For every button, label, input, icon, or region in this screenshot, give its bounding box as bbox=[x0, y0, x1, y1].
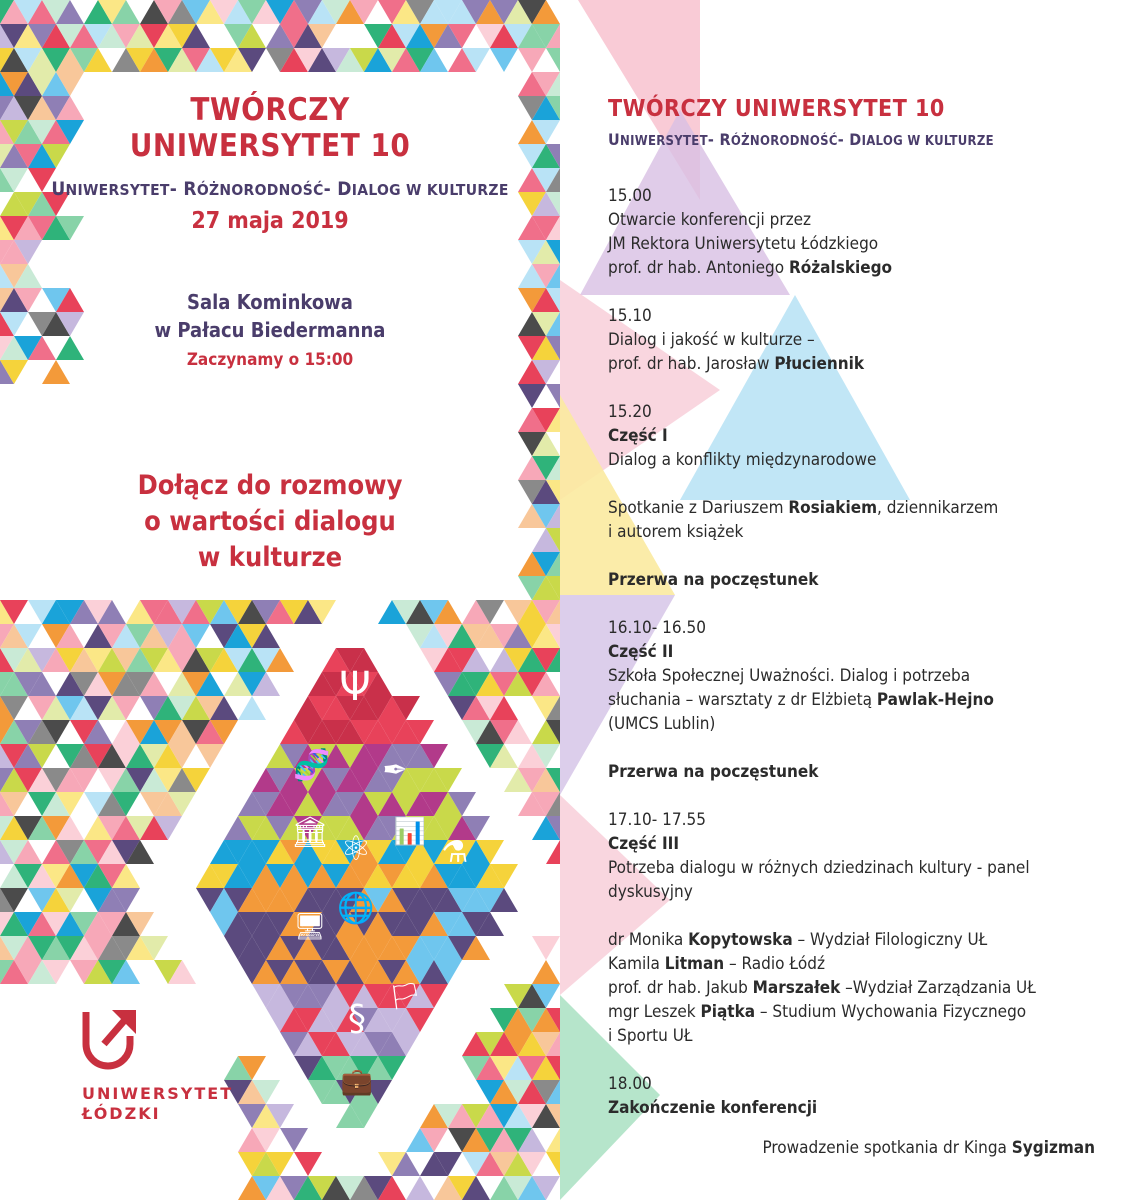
agenda-item bbox=[608, 616, 1108, 736]
mosaic-triangle bbox=[546, 1128, 560, 1152]
audience-chart-icon: 📊 bbox=[393, 817, 427, 847]
text: 17.10- 17.55 bbox=[608, 810, 706, 830]
join-invitation bbox=[60, 468, 480, 576]
agenda-line bbox=[608, 352, 1108, 376]
text: Potrzeba dialogu w różnych dziedzinach kultury - panel bbox=[608, 858, 1030, 878]
agenda-line bbox=[608, 232, 1108, 256]
text: 15.20 bbox=[608, 402, 652, 422]
subtitle-part: ÓŻNORODNOŚĆ bbox=[196, 181, 324, 199]
bold-text: Piątka bbox=[700, 1002, 756, 1022]
agenda-line bbox=[608, 688, 1108, 712]
agenda-line bbox=[608, 640, 1108, 664]
text: 18.00 bbox=[608, 1074, 652, 1094]
mosaic-triangle bbox=[532, 960, 560, 984]
agenda-line bbox=[608, 1096, 1108, 1120]
agenda bbox=[608, 184, 1108, 1144]
text: dr Monika bbox=[608, 930, 689, 950]
text: Spotkanie z Dariuszem bbox=[608, 498, 789, 518]
text: (UMCS Lublin) bbox=[608, 714, 716, 734]
agenda-line bbox=[608, 424, 1108, 448]
agenda-line bbox=[608, 1072, 1108, 1096]
mosaic-triangle bbox=[546, 384, 560, 408]
text: Dialog i jakość w kulturze – bbox=[608, 330, 815, 350]
host-credit bbox=[762, 1138, 1095, 1158]
text: Dialog a konflikty międzynarodowe bbox=[608, 450, 877, 470]
mosaic-triangle bbox=[518, 384, 546, 408]
mosaic-triangle bbox=[490, 48, 518, 72]
text: – Studium Wychowania Fizycznego bbox=[755, 1002, 1027, 1022]
right-subtitle bbox=[608, 130, 994, 149]
subtitle-part: U bbox=[51, 178, 66, 200]
text: – Radio Łódź bbox=[724, 954, 826, 974]
text: –Wydział Zarządzania UŁ bbox=[840, 978, 1036, 998]
mosaic-triangle bbox=[294, 1152, 322, 1176]
mosaic-triangle bbox=[518, 48, 546, 72]
event-date: 27 maja 2019 bbox=[191, 208, 349, 234]
bold-text: Zakończenie konferencji bbox=[608, 1098, 818, 1118]
computer-icon: 🖥 bbox=[293, 912, 327, 942]
text: , dziennikarzem bbox=[877, 498, 999, 518]
flags-icon: 🏳 bbox=[388, 982, 422, 1012]
agenda-line bbox=[608, 1024, 1108, 1048]
bold-text: Przerwa na poczęstunek bbox=[608, 570, 819, 590]
text: JM Rektora Uniwersytetu Łódzkiego bbox=[608, 234, 879, 254]
briefcase-icon: 💼 bbox=[340, 1067, 374, 1097]
agenda-line bbox=[608, 856, 1108, 880]
subtitle-part: U bbox=[608, 130, 620, 149]
text: Otwarcie konferencji przez bbox=[608, 210, 812, 230]
text: prof. dr hab. Jarosław bbox=[608, 354, 775, 374]
text: 16.10- 16.50 bbox=[608, 618, 706, 638]
right-title: TWÓRCZY UNIWERSYTET 10 bbox=[608, 96, 945, 122]
subtitle-part: NIWERSYTET bbox=[65, 181, 170, 199]
text: Kamila bbox=[608, 954, 665, 974]
ul-logo-icon bbox=[82, 1008, 138, 1072]
column-icon: 🏛 bbox=[290, 815, 330, 850]
agenda-line bbox=[608, 400, 1108, 424]
left-subtitle bbox=[40, 178, 520, 200]
left-title bbox=[60, 92, 480, 164]
text: Prowadzenie spotkania dr Kinga bbox=[762, 1138, 1012, 1158]
paragraph-icon: § bbox=[348, 998, 366, 1039]
mosaic-triangle bbox=[406, 1176, 434, 1200]
dna-icon: 🧬 bbox=[293, 748, 331, 783]
agenda-line bbox=[608, 208, 1108, 232]
subtitle-part: - D bbox=[837, 130, 862, 149]
agenda-item bbox=[608, 304, 1108, 376]
globe-icon: 🌐 bbox=[337, 891, 375, 926]
quill-icon: ✒ bbox=[382, 753, 408, 788]
agenda-line bbox=[608, 448, 1108, 472]
mosaic-triangle bbox=[546, 840, 560, 864]
bold-text: Marszałek bbox=[752, 978, 841, 998]
venue-line1: Sala Kominkowa bbox=[187, 290, 353, 314]
logo-line2: ŁÓDZKI bbox=[82, 1104, 161, 1123]
agenda-item bbox=[608, 760, 1108, 784]
bold-text: Część I bbox=[608, 426, 668, 446]
bold-text: Różalskiego bbox=[788, 258, 893, 278]
agenda-line bbox=[608, 760, 1108, 784]
agenda-line bbox=[608, 808, 1108, 832]
text: 15.10 bbox=[608, 306, 652, 326]
agenda-line bbox=[608, 928, 1108, 952]
agenda-line bbox=[608, 304, 1108, 328]
left-title-line2: UNIWERSYTET 10 bbox=[129, 128, 411, 164]
join-line2: o wartości dialogu bbox=[144, 506, 396, 537]
bold-text: Płuciennik bbox=[774, 354, 865, 374]
agenda-line bbox=[608, 1000, 1108, 1024]
agenda-line bbox=[608, 496, 1108, 520]
agenda-line bbox=[608, 952, 1108, 976]
agenda-line bbox=[608, 616, 1108, 640]
join-line3: w kulturze bbox=[197, 542, 343, 573]
bold-text: Pawlak-Hejno bbox=[876, 690, 994, 710]
text: 15.00 bbox=[608, 186, 652, 206]
agenda-item bbox=[608, 808, 1108, 904]
agenda-line bbox=[608, 520, 1108, 544]
mosaic-triangle bbox=[196, 744, 224, 768]
text: prof. dr hab. Antoniego bbox=[608, 258, 789, 278]
subtitle-part: - R bbox=[707, 130, 731, 149]
agenda-item bbox=[608, 184, 1108, 280]
subtitle-part: - R bbox=[169, 178, 197, 200]
agenda-line bbox=[608, 832, 1108, 856]
mosaic-triangle bbox=[546, 48, 560, 72]
text: dyskusyjny bbox=[608, 882, 693, 902]
agenda-line bbox=[608, 880, 1108, 904]
bold-text: Sygizman bbox=[1011, 1138, 1095, 1158]
text: Szkoła Społecznej Uważności. Dialog i potrzeba bbox=[608, 666, 971, 686]
text: prof. dr hab. Jakub bbox=[608, 978, 753, 998]
agenda-item bbox=[608, 1072, 1108, 1120]
subtitle-part: IALOG W KULTURZE bbox=[861, 134, 994, 149]
bold-text: Kopytowska bbox=[688, 930, 793, 950]
subtitle-part: IALOG W KULTURZE bbox=[351, 181, 509, 199]
logo-line1: UNIWERSYTET bbox=[82, 1084, 234, 1103]
subtitle-part: NIWERSYTET bbox=[620, 134, 708, 149]
subtitle-part: ÓŻNORODNOŚĆ bbox=[730, 134, 838, 149]
agenda-line bbox=[608, 664, 1108, 688]
start-time: Zaczynamy o 15:00 bbox=[186, 350, 354, 370]
subtitle-part: - D bbox=[323, 178, 352, 200]
agenda-line bbox=[608, 328, 1108, 352]
join-line1: Dołącz do rozmowy bbox=[137, 470, 403, 501]
venue bbox=[60, 288, 480, 344]
agenda-line bbox=[608, 184, 1108, 208]
text: słuchania – warsztaty z dr Elżbietą bbox=[608, 690, 877, 710]
mosaic-triangle bbox=[546, 1152, 560, 1176]
agenda-item bbox=[608, 496, 1108, 544]
text: mgr Leszek bbox=[608, 1002, 701, 1022]
bold-text: Rosiakiem bbox=[788, 498, 878, 518]
mosaic-triangle bbox=[280, 1128, 308, 1152]
university-logo bbox=[82, 1008, 242, 1124]
agenda-line bbox=[608, 976, 1108, 1000]
bold-text: Część II bbox=[608, 642, 674, 662]
psi-icon: Ψ bbox=[339, 664, 371, 710]
agenda-item bbox=[608, 568, 1108, 592]
agenda-item bbox=[608, 928, 1108, 1048]
venue-line2: w Pałacu Biedermanna bbox=[154, 318, 386, 342]
bold-text: Przerwa na poczęstunek bbox=[608, 762, 819, 782]
agenda-line bbox=[608, 712, 1108, 736]
bold-text: Litman bbox=[664, 954, 725, 974]
agenda-line bbox=[608, 568, 1108, 592]
mosaic-triangle bbox=[532, 936, 560, 960]
left-title-line1: TWÓRCZY bbox=[190, 92, 350, 128]
mosaic-triangle bbox=[238, 696, 266, 720]
bold-text: Część III bbox=[608, 834, 680, 854]
flask-icon: ⚗ bbox=[441, 835, 469, 870]
agenda-item bbox=[608, 400, 1108, 472]
text: – Wydział Filologiczny UŁ bbox=[792, 930, 988, 950]
agenda-line bbox=[608, 256, 1108, 280]
atom-icon: ⚛ bbox=[340, 829, 372, 869]
text: i autorem książek bbox=[608, 522, 744, 542]
text: i Sportu UŁ bbox=[608, 1026, 693, 1046]
